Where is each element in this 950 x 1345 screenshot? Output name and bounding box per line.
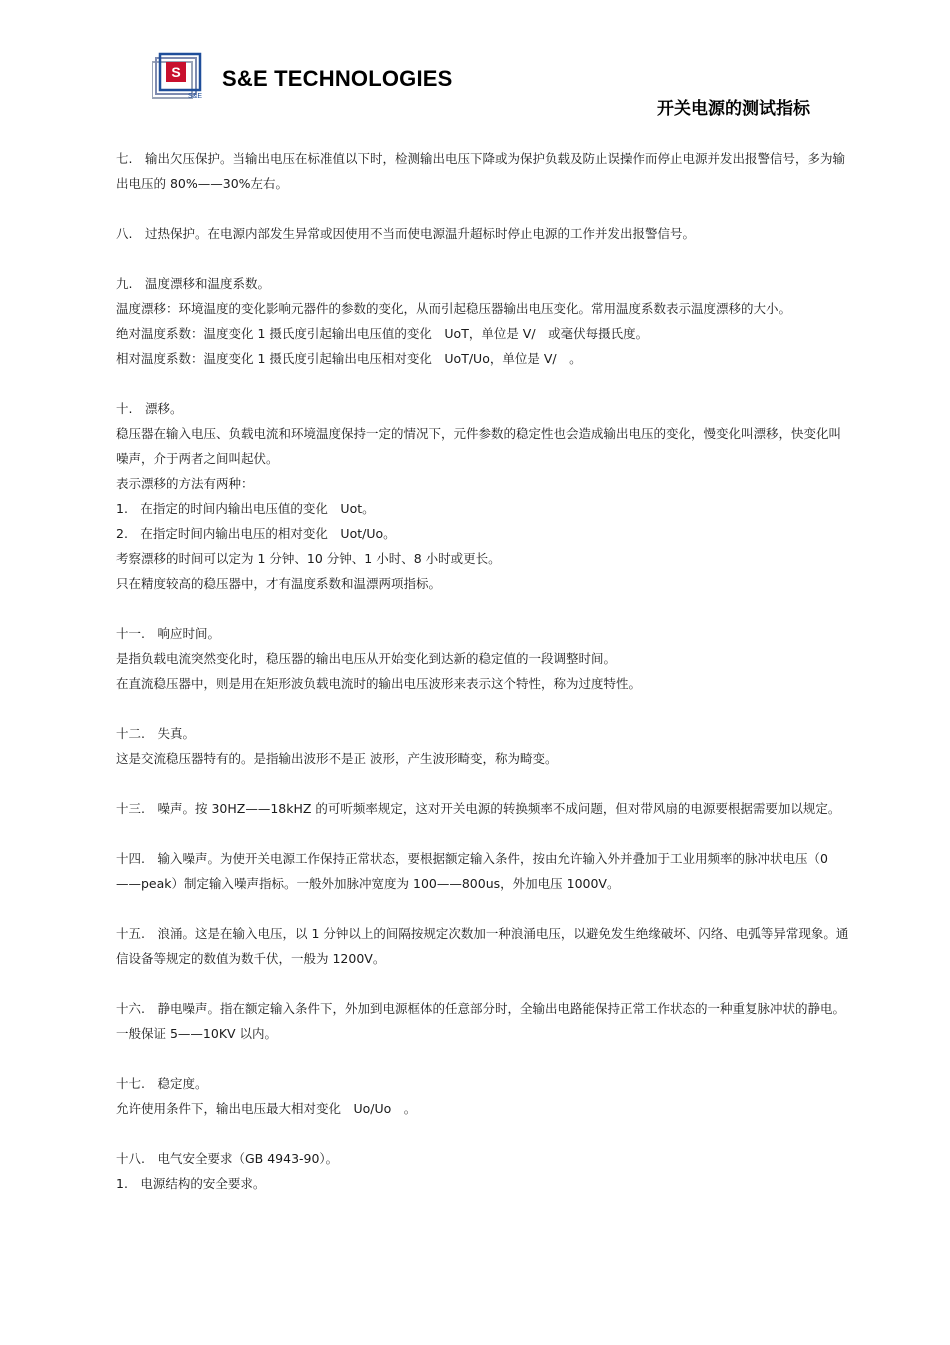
section-heading: 十七. 稳定度。 — [116, 1076, 208, 1091]
section-text: 七. 输出欠压保护。当输出电压在标准值以下时，检测输出电压下降或为保护负载及防止误操作而停止电源并发出报警信号，多为输出电压的 80%——30%左右。 — [116, 151, 845, 191]
section-text: 绝对温度系数：温度变化 1 摄氏度引起输出电压值的变化 UoT，单位是 V/ 或毫伏每摄氏度。 — [116, 326, 649, 341]
section-text: 允许使用条件下，输出电压最大相对变化 Uo/Uo 。 — [116, 1101, 417, 1116]
section-10 — [116, 396, 852, 596]
section-8 — [116, 221, 852, 246]
section-heading: 十. 漂移。 — [116, 401, 183, 416]
section-heading: 十一. 响应时间。 — [116, 626, 220, 641]
list-item: 1. 在指定的时间内输出电压值的变化 Uot。 — [116, 501, 375, 516]
section-text: 相对温度系数：温度变化 1 摄氏度引起输出电压相对变化 UoT/Uo，单位是 V/ 。 — [116, 351, 582, 366]
section-17 — [116, 1071, 852, 1121]
section-text: 十四. 输入噪声。为使开关电源工作保持正常状态，要根据额定输入条件，按由允许输入外并叠加于工业用频率的脉冲状电压（0——peak）制定输入噪声指标。一般外加脉冲宽度为 100——800us，外加电压 1000V。 — [116, 851, 828, 891]
section-9 — [116, 271, 852, 371]
section-text: 表示漂移的方法有两种： — [116, 476, 254, 491]
section-11 — [116, 621, 852, 696]
list-item: 2. 在指定时间内输出电压的相对变化 Uot/Uo。 — [116, 526, 396, 541]
section-18 — [116, 1146, 852, 1196]
section-text: 是指负载电流突然变化时，稳压器的输出电压从开始变化到达新的稳定值的一段调整时间。 — [116, 651, 617, 666]
section-text: 稳压器在输入电压、负载电流和环境温度保持一定的情况下，元件参数的稳定性也会造成输出电压的变化，慢变化叫漂移，快变化叫噪声，介于两者之间叫起伏。 — [116, 426, 842, 466]
section-heading: 九. 温度漂移和温度系数。 — [116, 276, 270, 291]
section-16 — [116, 996, 852, 1046]
section-text: 考察漂移的时间可以定为 1 分钟、10 分钟、1 小时、8 小时或更长。 — [116, 551, 501, 566]
section-text: 八. 过热保护。在电源内部发生异常或因使用不当而使电源温升超标时停止电源的工作并发出报警信号。 — [116, 226, 695, 241]
svg-text:S&E: S&E — [188, 93, 203, 100]
svg-text:S: S — [171, 64, 181, 80]
section-text: 温度漂移：环境温度的变化影响元器件的参数的变化，从而引起稳压器输出电压变化。常用温度系数表示温度漂移的大小。 — [116, 301, 792, 316]
company-logo — [152, 52, 204, 100]
section-text: 十六. 静电噪声。指在额定输入条件下，外加到电源框体的任意部分时，全输出电路能保持正常工作状态的一种重复脉冲状的静电。一般保证 5——10KV 以内。 — [116, 1001, 845, 1041]
section-12 — [116, 721, 852, 771]
section-text: 只在精度较高的稳压器中，才有温度系数和温漂两项指标。 — [116, 576, 442, 591]
section-14 — [116, 846, 852, 896]
company-name: S&E TECHNOLOGIES — [222, 66, 453, 91]
section-text: 这是交流稳压器特有的。是指输出波形不是正 波形，产生波形畸变，称为畸变。 — [116, 751, 558, 766]
section-text: 十三. 噪声。按 30HZ——18kHZ 的可听频率规定，这对开关电源的转换频率不成问题，但对带风扇的电源要根据需要加以规定。 — [116, 801, 841, 816]
section-heading: 十八. 电气安全要求（GB 4943-90）。 — [116, 1151, 339, 1166]
section-7 — [116, 146, 852, 196]
section-text: 十五. 浪涌。这是在输入电压，以 1 分钟以上的间隔按规定次数加一种浪涌电压，以避免发生绝缘破坏、闪络、电弧等异常现象。通信设备等规定的数值为数千伏，一般为 1200V。 — [116, 926, 849, 966]
document-body — [116, 146, 852, 1221]
document-title: 开关电源的测试指标 — [657, 99, 810, 119]
section-heading: 十二. 失真。 — [116, 726, 195, 741]
list-item: 1. 电源结构的安全要求。 — [116, 1176, 266, 1191]
section-15 — [116, 921, 852, 971]
section-text: 在直流稳压器中，则是用在矩形波负载电流时的输出电压波形来表示这个特性，称为过度特性。 — [116, 676, 642, 691]
section-13 — [116, 796, 852, 821]
